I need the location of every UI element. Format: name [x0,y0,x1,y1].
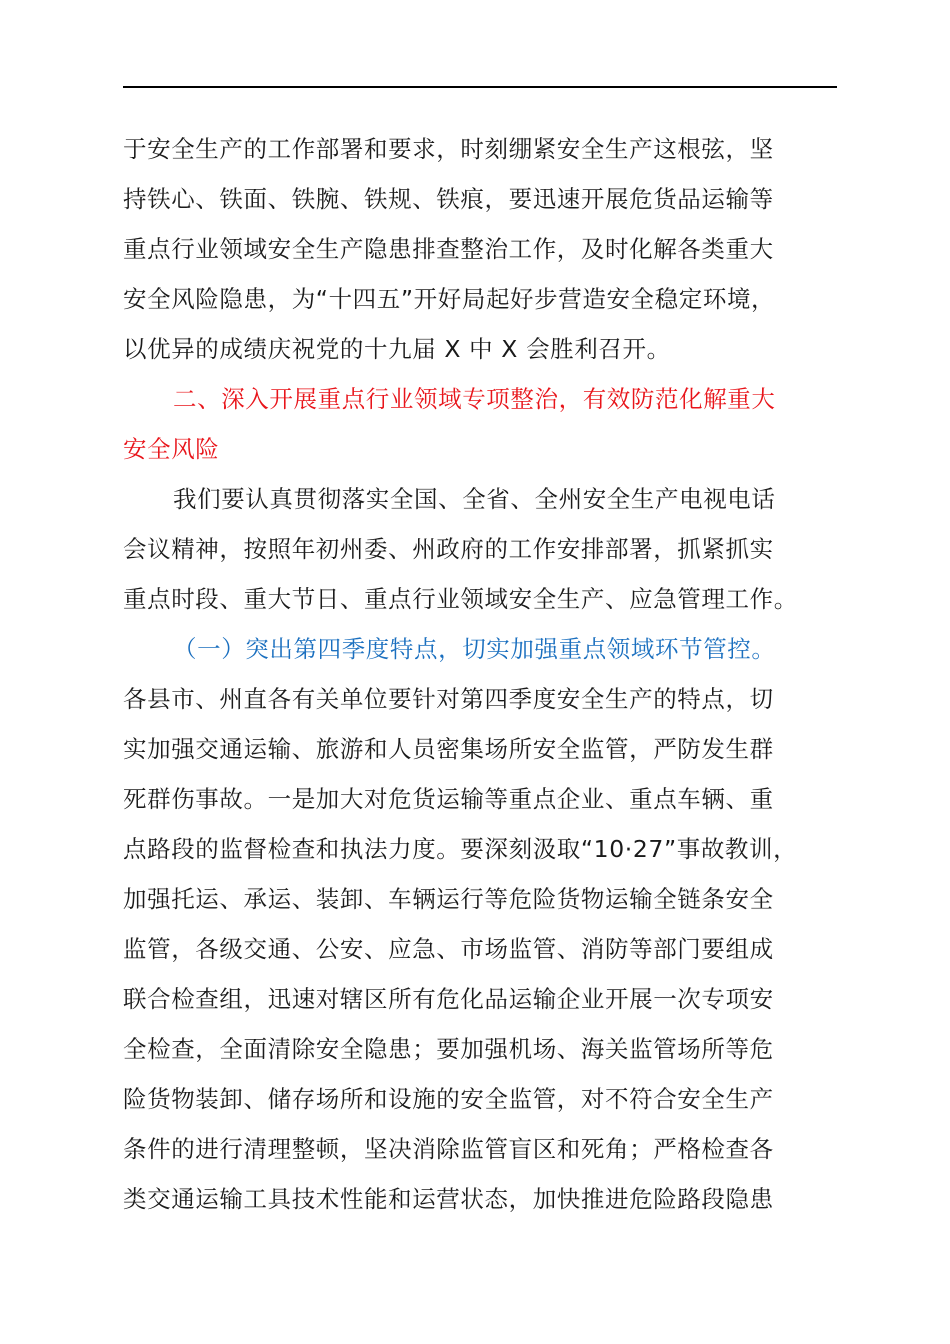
body-line: 险货物装卸、储存场所和设施的安全监管，对不符合安全生产 [123,1085,774,1113]
body-line: 全检查，全面清除安全隐患；要加强机场、海关监管场所等危 [123,1035,774,1063]
body-line: 重点行业领域安全生产隐患排查整治工作，及时化解各类重大 [123,235,774,263]
body-line: 重点时段、重大节日、重点行业领域安全生产、应急管理工作。 [123,585,798,613]
body-line: 各县市、州直各有关单位要针对第四季度安全生产的特点，切 [123,685,774,713]
document-body [123,124,837,1224]
section-heading: 二、深入开展重点行业领域专项整治，有效防范化解重大 [173,385,776,413]
body-line: 监管，各级交通、公安、应急、市场监管、消防等部门要组成 [123,935,774,963]
body-line: 加强托运、承运、装卸、车辆运行等危险货物运输全链条安全 [123,885,774,913]
subsection-heading: （一）突出第四季度特点，切实加强重点领域环节管控。 [173,635,776,663]
paragraph-start: 我们要认真贯彻落实全国、全省、全州安全生产电视电话 [173,485,776,513]
section-heading-continued: 安全风险 [123,435,220,463]
body-line: 条件的进行清理整顿，坚决消除监管盲区和死角；严格检查各 [123,1135,774,1163]
body-line: 死群伤事故。一是加大对危货运输等重点企业、重点车辆、重 [123,785,774,813]
body-line: 以优异的成绩庆祝党的十九届 X 中 X 会胜利召开。 [123,335,671,363]
header-rule [123,86,837,88]
body-line: 类交通运输工具技术性能和运营状态，加快推进危险路段隐患 [123,1185,774,1213]
body-line: 会议精神，按照年初州委、州政府的工作安排部署，抓紧抓实 [123,535,774,563]
body-line: 联合检查组，迅速对辖区所有危化品运输企业开展一次专项安 [123,985,774,1013]
body-line: 安全风险隐患，为“十四五”开好局起好步营造安全稳定环境， [123,285,776,313]
body-line: 于安全生产的工作部署和要求，时刻绷紧安全生产这根弦，坚 [123,135,774,163]
body-line: 持铁心、铁面、铁腕、铁规、铁痕，要迅速开展危货品运输等 [123,185,774,213]
body-line: 实加强交通运输、旅游和人员密集场所安全监管，严防发生群 [123,735,774,763]
body-line: 点路段的监督检查和执法力度。要深刻汲取“10·27”事故教训， [123,835,798,863]
